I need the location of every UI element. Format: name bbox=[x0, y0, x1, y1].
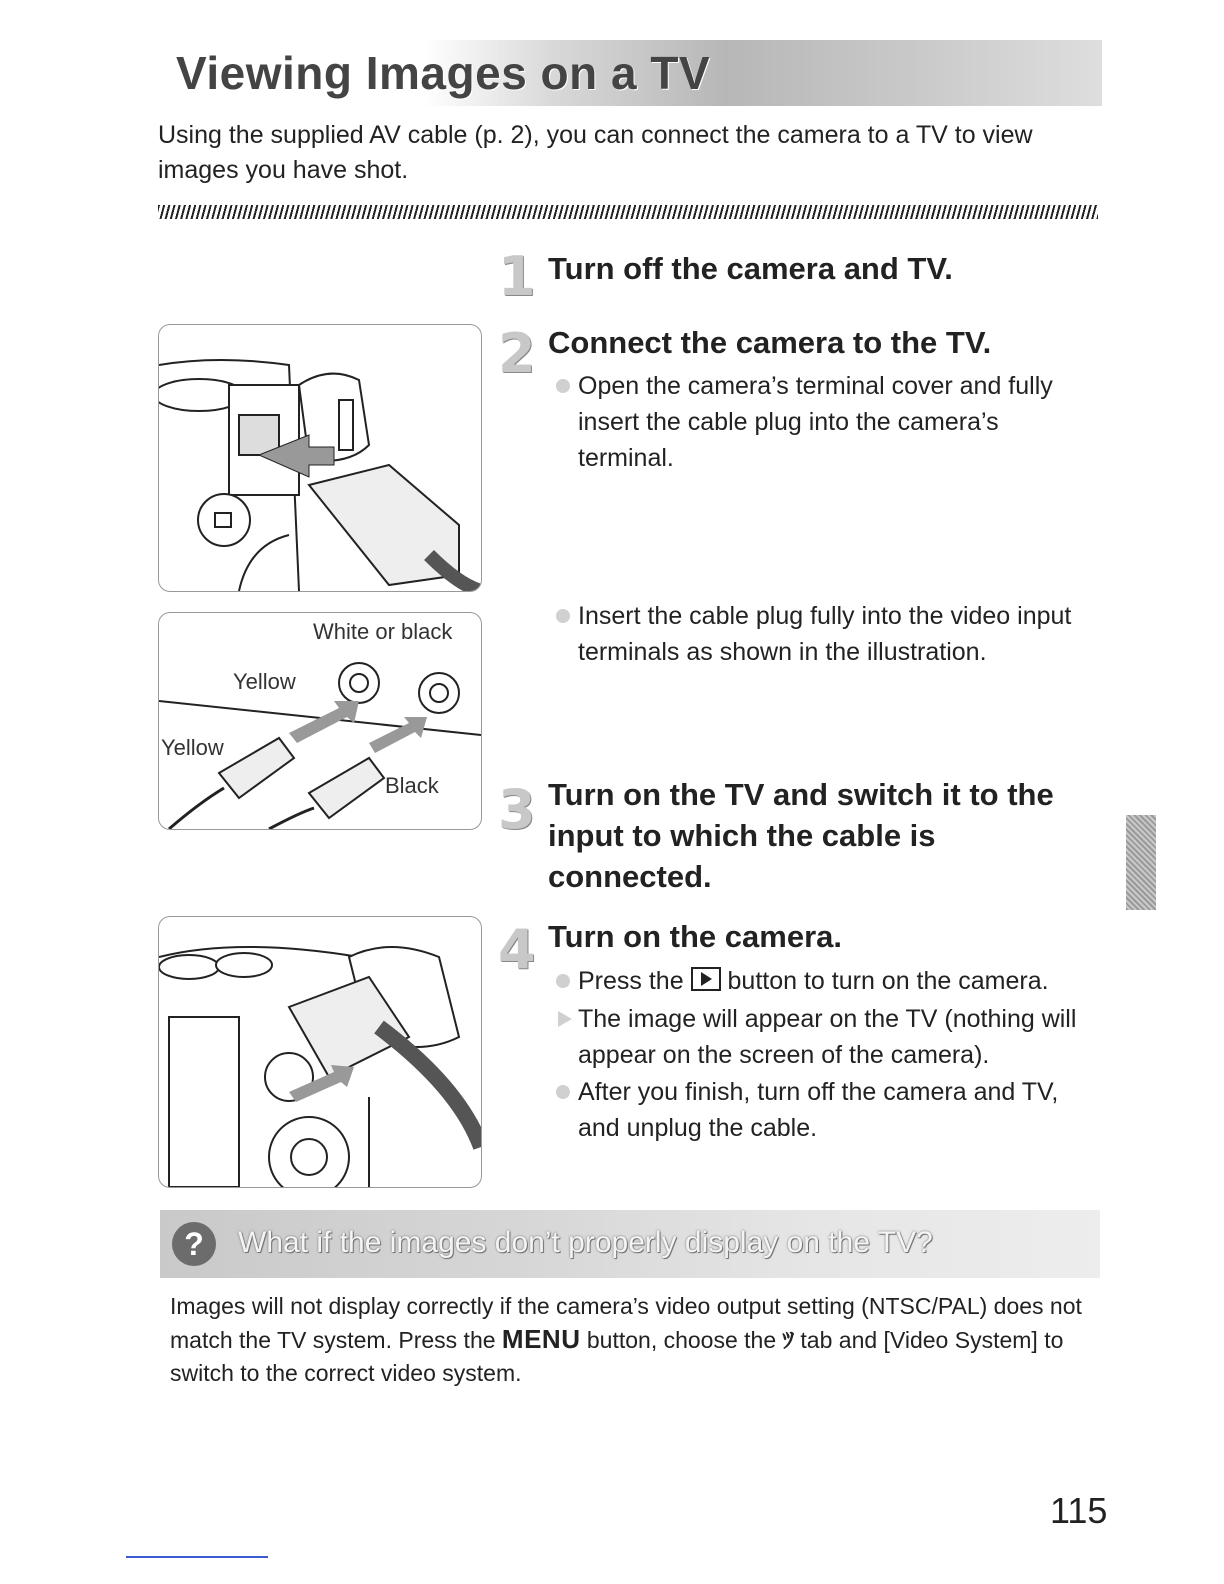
chapter-tab bbox=[1126, 815, 1156, 910]
tip-title: What if the images don’t properly display on the TV? bbox=[238, 1226, 933, 1259]
settings-tab-icon: ﾂ bbox=[782, 1327, 795, 1353]
step-4-number: 4 bbox=[498, 918, 536, 981]
step-2-title: Connect the camera to the TV. bbox=[548, 325, 992, 360]
menu-button-label: MENU bbox=[501, 1324, 581, 1354]
camera-terminal-drawing bbox=[159, 325, 481, 591]
tv-input-illustration bbox=[158, 612, 482, 830]
playback-button-icon bbox=[691, 967, 721, 991]
tip-body: Images will not display correctly if the camera’s video output setting (NTSC/PAL) does not match the TV system. Press the MENU button, choose the ﾂ tab and [Video System] to switch to the correct video system. bbox=[170, 1293, 1082, 1386]
step-3-number: 3 bbox=[498, 778, 536, 841]
camera-terminal-illustration bbox=[158, 324, 482, 592]
step-3-title: Turn on the TV and switch it to the input to which the cable is connected. bbox=[548, 777, 1054, 894]
camera-cable-illustration bbox=[158, 916, 482, 1188]
question-icon: ? bbox=[172, 1222, 216, 1266]
step-4-result: The image will appear on the TV (nothing will appear on the screen of the camera). bbox=[556, 1001, 1118, 1073]
page-title: Viewing Images on a TV bbox=[176, 47, 711, 99]
step-1-number: 1 bbox=[498, 245, 536, 308]
step-2-number: 2 bbox=[498, 322, 536, 385]
camera-cable-drawing bbox=[159, 917, 481, 1187]
label-yellow-input: Yellow bbox=[233, 669, 296, 694]
label-yellow-plug: Yellow bbox=[161, 735, 224, 760]
bullet-icon bbox=[556, 1085, 570, 1099]
bullet-icon bbox=[556, 974, 570, 988]
step-4-bullet-1: Press the button to turn on the camera. bbox=[556, 963, 1123, 999]
intro-text: Using the supplied AV cable (p. 2), you can connect the camera to a TV to view images you have shot. bbox=[158, 121, 1033, 184]
step-2-bullet-2: Insert the cable plug fully into the video input terminals as shown in the illustration. bbox=[556, 598, 1118, 670]
step-4-bullet-3: After you finish, turn off the camera and TV, and unplug the cable. bbox=[556, 1074, 1098, 1146]
label-white-or-black: White or black bbox=[313, 619, 453, 644]
result-arrow-icon bbox=[558, 1011, 572, 1027]
bullet-icon bbox=[556, 609, 570, 623]
hatched-divider bbox=[158, 205, 1098, 219]
label-black-plug: Black bbox=[385, 773, 439, 798]
step-4-title: Turn on the camera. bbox=[548, 919, 842, 954]
bullet-icon bbox=[556, 379, 570, 393]
step-1-title: Turn off the camera and TV. bbox=[548, 251, 953, 286]
page-number: 115 bbox=[1050, 1490, 1108, 1531]
bottom-rule bbox=[126, 1556, 268, 1558]
step-2-bullet-1: Open the camera’s terminal cover and fully insert the cable plug into the camera’s terminal. bbox=[556, 368, 1078, 476]
